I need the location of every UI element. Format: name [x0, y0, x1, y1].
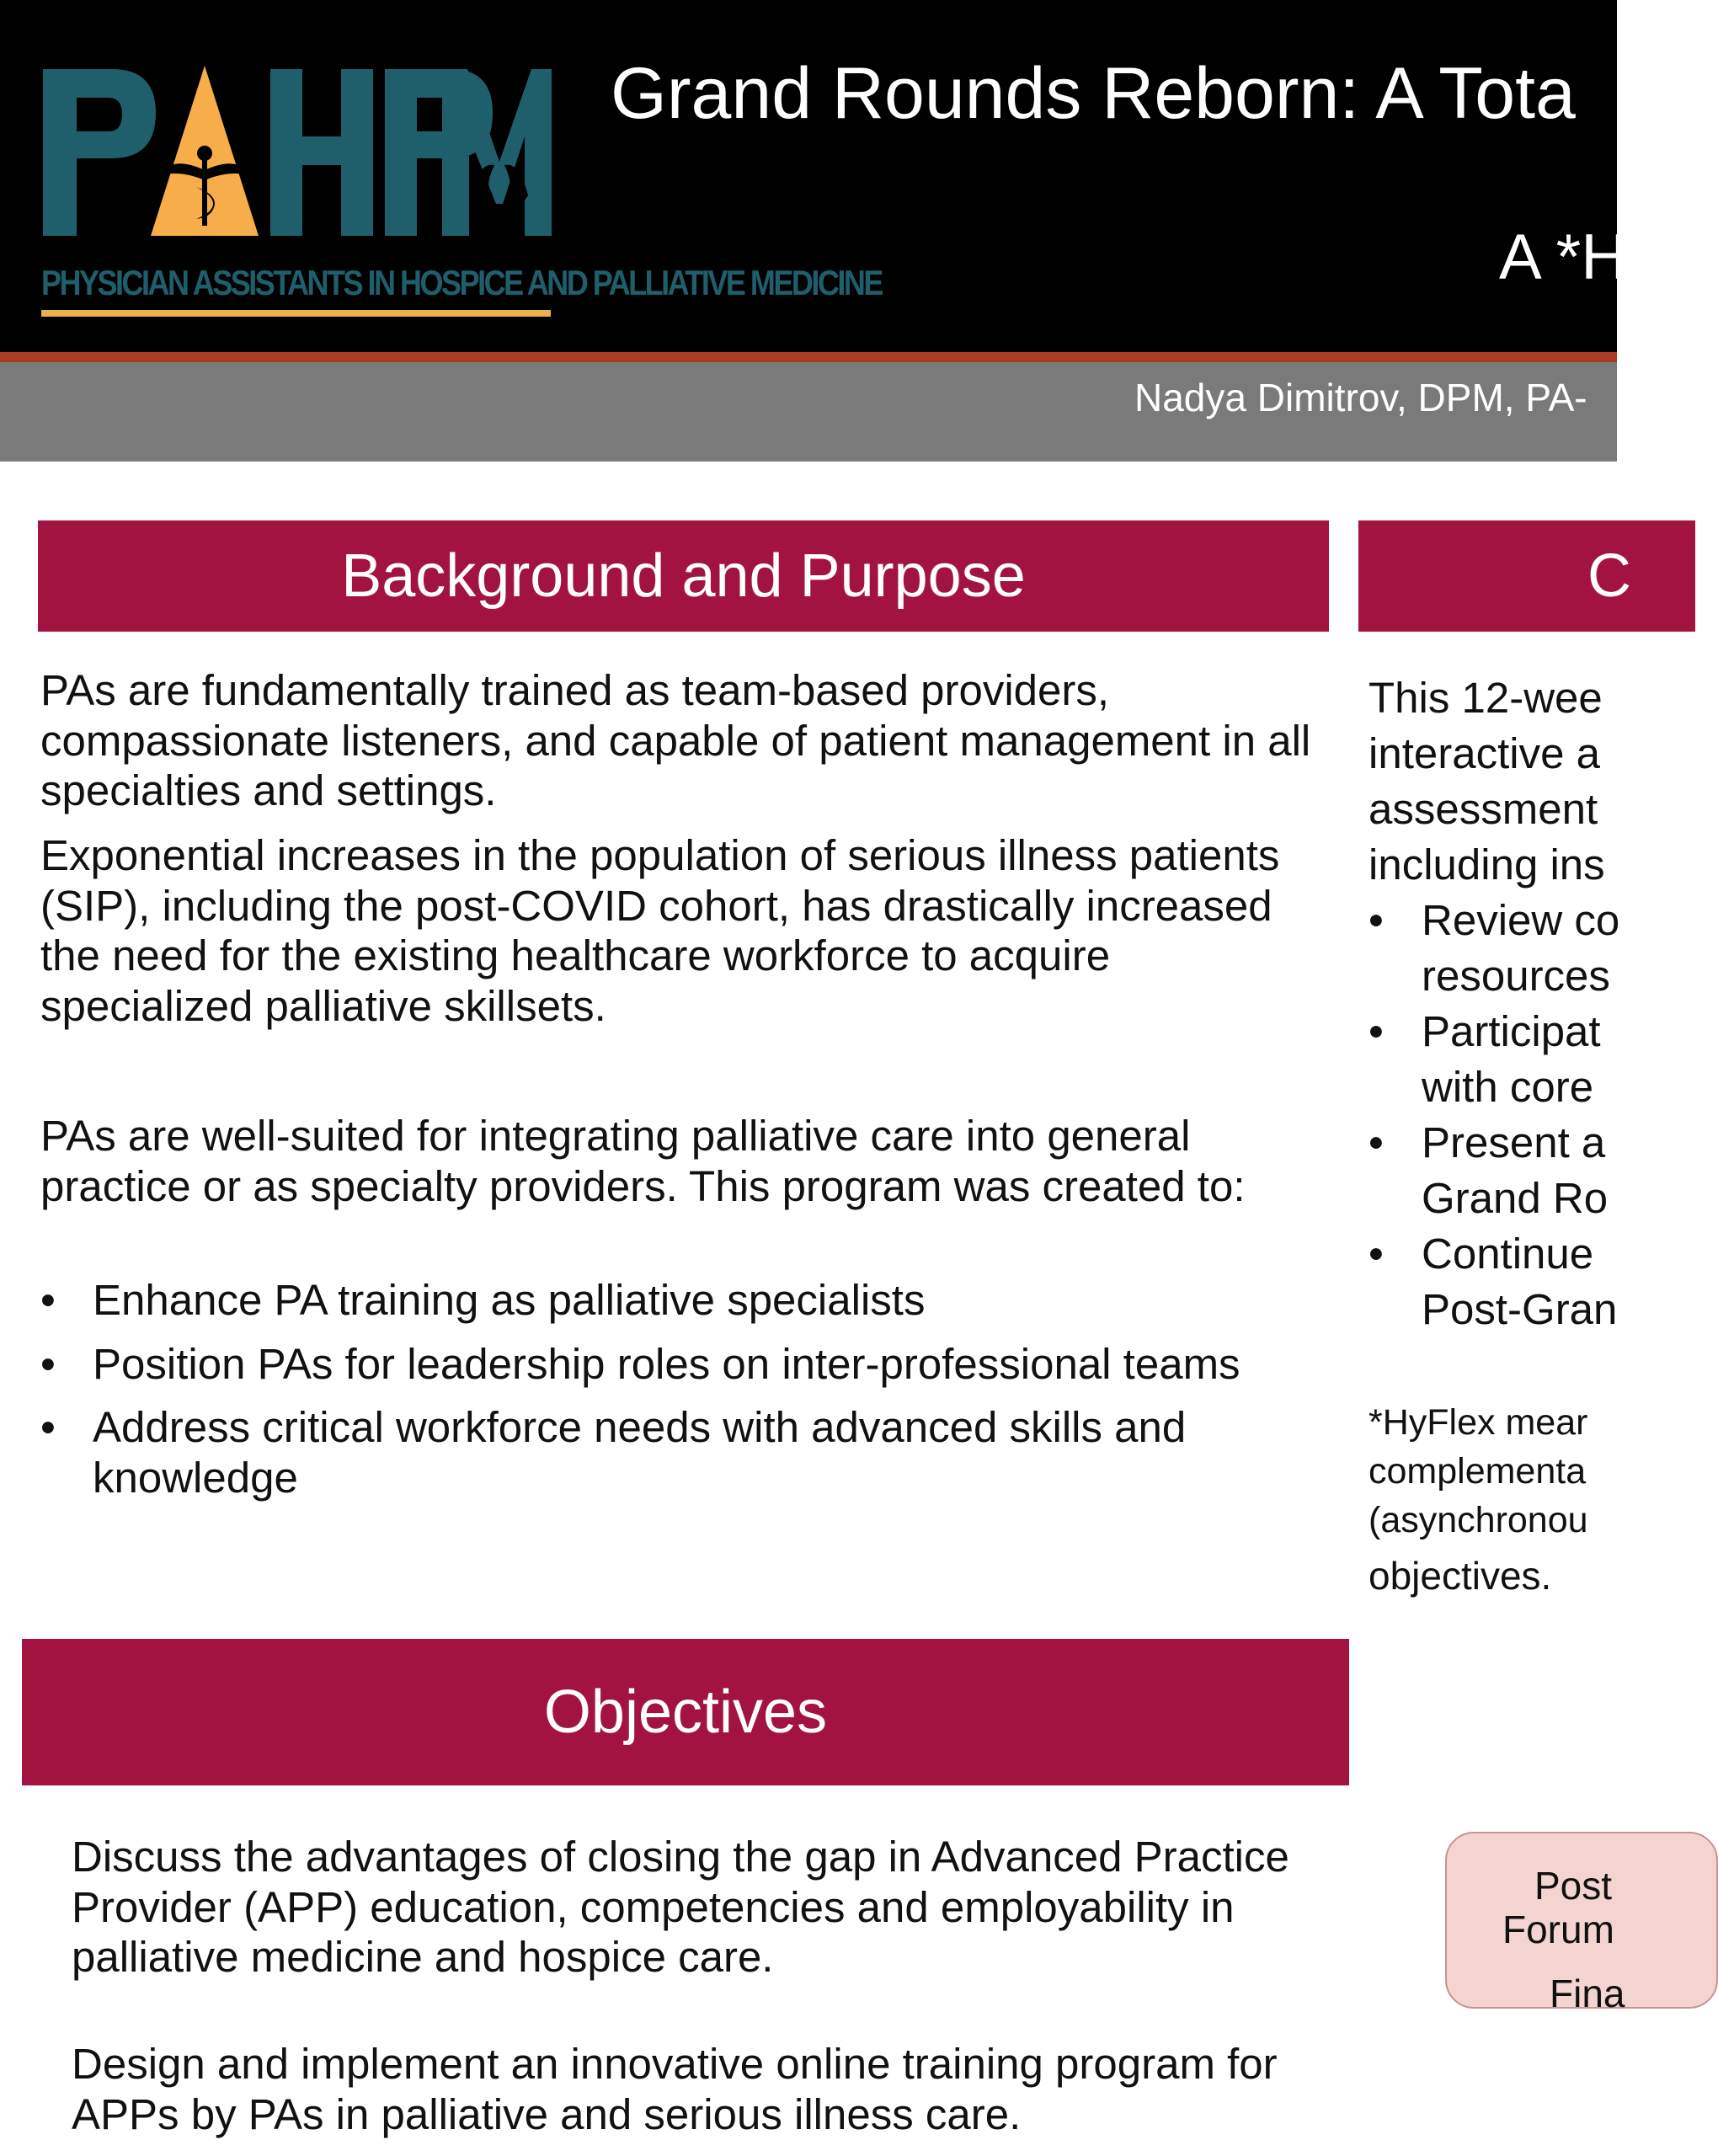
background-paragraph-1 — [40, 665, 1321, 816]
right-intro-line: including ins — [1369, 841, 1605, 889]
background-purpose-heading — [38, 520, 1329, 632]
flow-box-line: Post — [1534, 1864, 1613, 1908]
list-item — [1369, 893, 1705, 1004]
right-column-heading-text: C — [1587, 542, 1631, 610]
poster-subtitle: A *H — [1499, 221, 1628, 293]
list-item-line: with core — [1422, 1063, 1594, 1111]
right-intro-line: interactive a — [1369, 729, 1600, 777]
background-paragraph-2 — [40, 830, 1321, 1031]
right-intro-line: assessment — [1369, 785, 1598, 833]
flow-box-line: Forum — [1502, 1908, 1614, 1951]
hyflex-note — [1369, 1398, 1705, 1600]
poster-title: Grand Rounds Reborn: A Tota — [611, 53, 1576, 134]
list-item: • Position PAs for leadership roles on inter-professional teams — [40, 1339, 1321, 1390]
list-item-line: • Review co — [1422, 896, 1620, 944]
list-item-line: • Present a — [1422, 1118, 1606, 1166]
list-item-line: • Continue — [1422, 1230, 1594, 1278]
objective-2-text: Design and implement an innovative online training program for APPs by PAs in palliative and serious illness care. — [72, 2040, 1278, 2138]
list-item-line: resources — [1422, 952, 1610, 1000]
background-purpose-heading-text: Background and Purpose — [341, 542, 1026, 610]
pahpm-wordmark — [38, 61, 553, 250]
logo-caption: PHYSICIAN ASSISTANTS IN HOSPICE AND PALLIATIVE MEDICINE — [41, 263, 882, 303]
list-item-line: • Participat — [1422, 1007, 1601, 1055]
hyflex-note-line: *HyFlex mear — [1369, 1402, 1588, 1443]
author-line: Nadya Dimitrov, DPM, PA- — [1134, 376, 1587, 419]
right-bullet-list — [1369, 893, 1705, 1337]
hyflex-note-line: complementa — [1369, 1451, 1587, 1492]
objective-1-text: Discuss the advantages of closing the gap in Advanced Practice Provider (APP) education, competencies and employability in palliative medicine and hospice care. — [72, 1833, 1289, 1981]
right-intro — [1369, 670, 1705, 893]
list-item — [1369, 1004, 1705, 1115]
flow-box-line: Fina — [1550, 1972, 1625, 2015]
objective-1 — [72, 1832, 1335, 1983]
pahpm-logo — [38, 61, 882, 330]
list-item — [1369, 1115, 1705, 1226]
list-item: • Enhance PA training as palliative specialists — [40, 1275, 1321, 1326]
objectives-heading — [22, 1639, 1349, 1785]
hyflex-note-line: objectives. — [1369, 1554, 1552, 1598]
list-item: • Address critical workforce needs with advanced skills and knowledge — [40, 1402, 1321, 1502]
logo-underline — [41, 310, 551, 317]
background-paragraph-3 — [40, 1111, 1321, 1211]
header-rule — [0, 352, 1617, 362]
program-goals-list — [40, 1275, 1321, 1516]
list-item-line: Post-Gran — [1422, 1285, 1618, 1333]
flow-box — [1445, 1832, 1718, 2015]
list-item — [1369, 1226, 1705, 1337]
hyflex-note-line: (asynchronou — [1369, 1500, 1588, 1540]
objective-2 — [72, 2039, 1352, 2139]
background-paragraph-1-text: PAs are fundamentally trained as team-based providers, compassionate listeners, and capable of patient management in all specialties and settings. — [40, 666, 1311, 814]
right-column-heading — [1358, 520, 1695, 632]
background-paragraph-3-text: PAs are well-suited for integrating palliative care into general practice or as specialty providers. This program was created to: — [40, 1112, 1246, 1210]
right-intro-line: This 12-wee — [1369, 674, 1603, 722]
objectives-heading-text: Objectives — [543, 1678, 828, 1746]
list-item-line: Grand Ro — [1422, 1174, 1609, 1222]
background-paragraph-2-text: Exponential increases in the population of serious illness patients (SIP), including the post-COVID cohort, has drastically increased the need for the existing healthcare workforce to acquire specialized palliative skillsets. — [40, 831, 1280, 1030]
